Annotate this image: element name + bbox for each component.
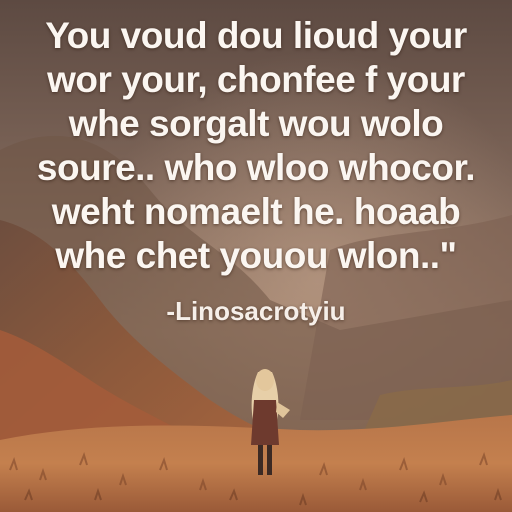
quote-attribution: -Linosacrotyiu bbox=[166, 296, 346, 326]
quote-line-6: whe chet youou wlon.." bbox=[55, 235, 457, 276]
quote-line-2: wor your, chonfee f your bbox=[47, 59, 465, 100]
quote-text bbox=[0, 14, 512, 278]
quote-line-1: You voud dou lioud your bbox=[45, 15, 467, 56]
quote-line-4: soure.. who wloo whocor. bbox=[36, 147, 476, 188]
quote-line-3: whe sorgalt wou wolo bbox=[68, 103, 444, 144]
quote-line-5: weht nomaelt he. hoaab bbox=[51, 191, 461, 232]
